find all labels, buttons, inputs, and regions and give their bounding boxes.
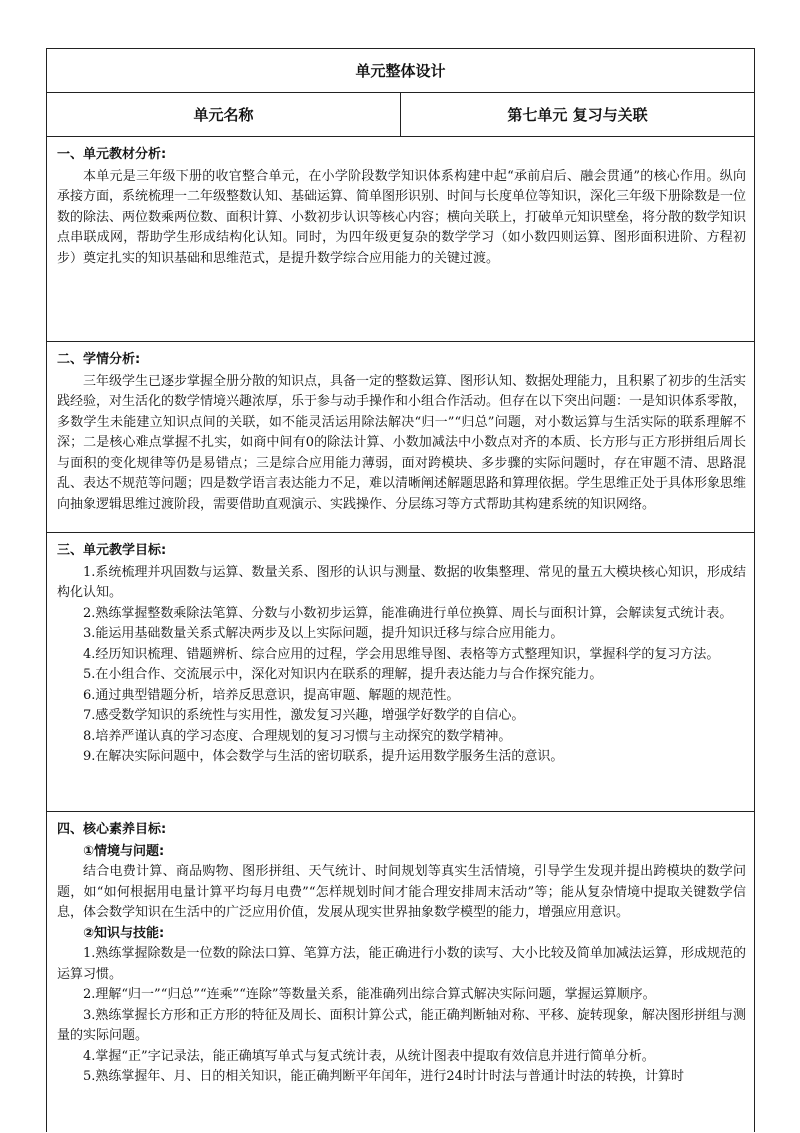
section1-heading: 一、单元教材分析: (57, 147, 167, 162)
skill-item: 5.熟练掌握年、月、日的相关知识，能正确判断平年闰年，进行24时计时法与普通计时法的转换，计算时 (83, 1069, 684, 1084)
section2-heading: 二、学情分析: (57, 352, 141, 367)
section2-text: 三年级学生已逐步掌握全册分散的知识点，具备一定的整数运算、图形认知、数据处理能力，且积累了初步的生活实践经验，对生活化的数学情境兴趣浓厚，乐于参与动手操作和小组合作活动。但存在以下突出问题：一是知识体系零散，多数学生未能建立知识点间的关联，如不能灵活运用除法解决“归一”“归总”问题，对小数运算与生活实际的联系理解不深；二是核心难点掌握不扎实，如商中间有0的除法计算、小数加减法中小数点对齐的本质、长方形与正方形拼组后周长与面积的变化规律等仍是易错点；三是综合应用能力薄弱，面对跨模块、多步骤的实际问题时，存在审题不清、思路混乱、表达不规范等问题；四是数学语言表达能力不足，难以清晰阐述解题思路和算理依据。学生思维正处于具体形象思维向抽象逻辑思维过渡阶段，需要借助直观演示、实践操作、分层练习等方式帮助其构建系统的知识网络。 (57, 373, 747, 512)
goal-item: 1.系统梳理并巩固数与运算、数量关系、图形的认识与测量、数据的收集整理、常见的量五大模块核心知识，形成结构化认知。 (57, 564, 746, 600)
section3-heading: 三、单元教学目标: (57, 543, 167, 558)
unit-name-label: 单元名称 (47, 93, 401, 136)
goal-item: 3.能运用基础数量关系式解决两步及以上实际问题，提升知识迁移与综合应用能力。 (83, 626, 564, 641)
skill-item: 4.掌握“正”字记录法，能正确填写单式与复式统计表，从统计图表中提取有效信息并进行简单分析。 (83, 1048, 655, 1064)
section-teaching-goals (47, 533, 754, 812)
skill-item: 1.熟练掌握除数是一位数的除法口算、笔算方法，能正确进行小数的读写、大小比较及简单加减法运算，形成规范的运算习惯。 (57, 946, 746, 982)
unit-name-row (47, 93, 754, 137)
goal-item: 7.感受数学知识的系统性与实用性，激发复习兴趣，增强学好数学的自信心。 (83, 708, 525, 723)
goal-item: 9.在解决实际问题中，体会数学与生活的密切联系，提升运用数学服务生活的意识。 (83, 749, 564, 764)
section4-heading: 四、核心素养目标: (57, 822, 167, 837)
unit-name-value: 第七单元 复习与关联 (507, 106, 648, 124)
section1-text: 本单元是三年级下册的收官整合单元，在小学阶段数学知识体系构建中起“承前启后、融会贯通”的核心作用。纵向承接方面，系统梳理一二年级整数认知、基础运算、简单图形识别、时间与长度单位等知识，深化三年级下册除数是一位数的除法、两位数乘两位数、面积计算、小数初步认识等核心内容；横向关联上，打破单元知识壁垒，将分散的数学知识点串联成网，帮助学生形成结构化认知。同时，为四年级更复杂的数学学习（如小数四则运算、图形面积进阶、方程初步）奠定扎实的知识基础和思维范式，是提升数学综合应用能力的关键过渡。 (57, 168, 747, 266)
goal-item: 4.经历知识梳理、错题辨析、综合应用的过程，学会用思维导图、表格等方式整理知识，掌握科学的复习方法。 (83, 646, 720, 662)
section-core-literacy (47, 812, 754, 1133)
goal-item: 2.熟练掌握整数乘除法笔算、分数与小数初步运算，能准确进行单位换算、周长与面积计算，会解读复式统计表。 (83, 605, 733, 621)
section-learner-analysis (47, 342, 754, 533)
context-text: 结合电费计算、商品购物、图形拼组、天气统计、时间规划等真实生活情境，引导学生发现并提出跨模块的数学问题，如“如何根据用电量计算平均每月电费”“怎样规划时间才能合理安排周末活动”等；能从复杂情境中提取关键数学信息，体会数学知识在生活中的广泛应用价值，发展从现实世界抽象数学模型的能力，增强应用意识。 (57, 864, 746, 920)
skill-item: 3.熟练掌握长方形和正方形的特征及周长、面积计算公式，能正确判断轴对称、平移、旋转现象，解决图形拼组与测量的实际问题。 (57, 1007, 746, 1043)
skill-item: 2.理解“归一”“归总”“连乘”“连除”等数量关系，能准确列出综合算式解决实际问题，掌握运算顺序。 (83, 987, 656, 1002)
goal-item: 8.培养严谨认真的学习态度、合理规划的复习习惯与主动探究的数学精神。 (83, 728, 512, 744)
design-table (46, 48, 755, 1132)
table-title-text: 单元整体设计 (355, 62, 446, 80)
subheading-context: ①情境与问题: (83, 843, 165, 859)
subheading-knowledge: ②知识与技能: (83, 925, 165, 941)
section-textbook-analysis (47, 137, 754, 342)
goal-item: 5.在小组合作、交流展示中，深化对知识内在联系的理解，提升表达能力与合作探究能力。 (83, 667, 603, 682)
table-title (47, 49, 754, 93)
goal-item: 6.通过典型错题分析，培养反思意识，提高审题、解题的规范性。 (83, 687, 460, 703)
